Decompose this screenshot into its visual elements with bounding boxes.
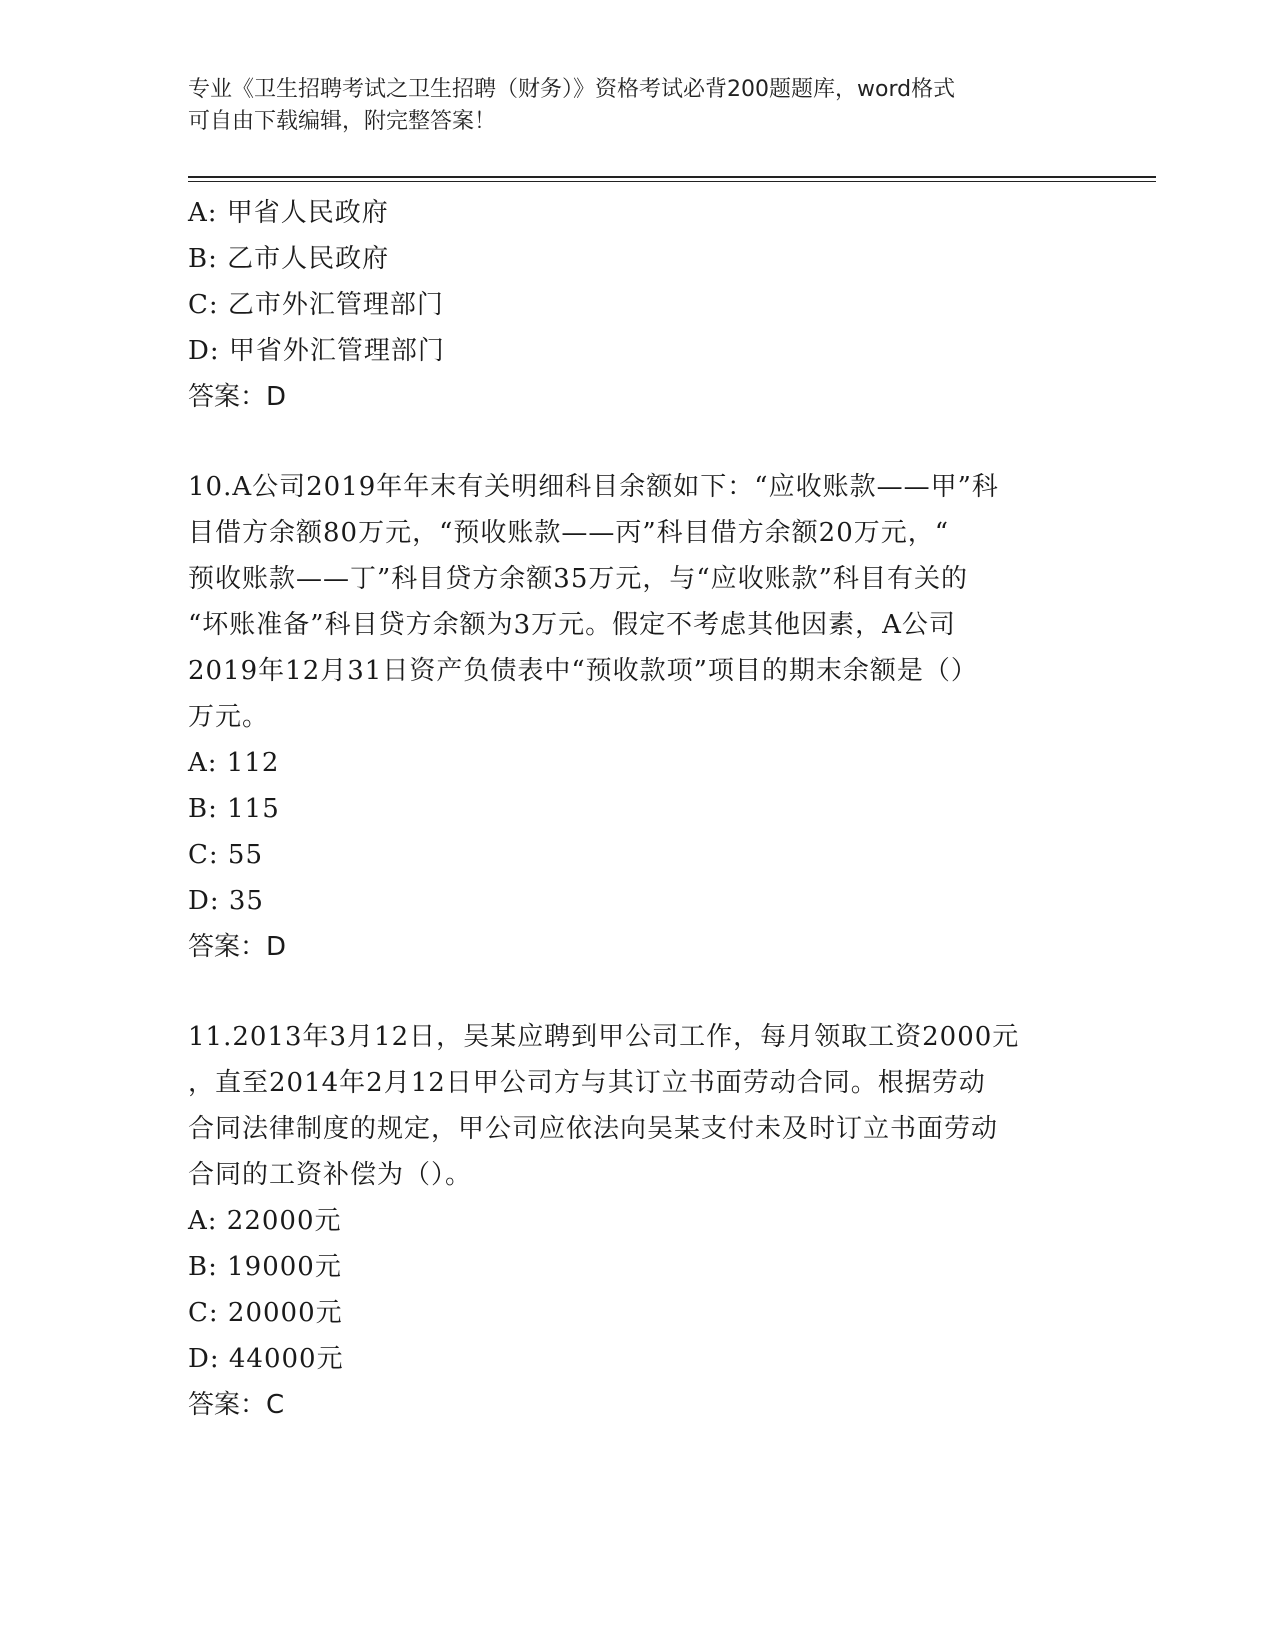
question-stem-line: 11.2013年3月12日，吴某应聘到甲公司工作，每月领取工资2000元	[188, 1022, 1020, 1052]
question-stem-line: “坏账准备”科目贷方余额为3万元。假定不考虑其他因素，A公司	[188, 610, 956, 640]
question-stem-line: 预收账款——丁”科目贷方余额35万元，与“应收账款”科目有关的	[188, 564, 968, 594]
header-divider-thick	[188, 176, 1156, 178]
question-stem-line: 合同法律制度的规定，甲公司应依法向吴某支付未及时订立书面劳动	[188, 1114, 999, 1144]
answer-label: 答案：C	[188, 1390, 285, 1420]
question-content	[188, 190, 1088, 1428]
option-a: A: 22000元	[188, 1206, 342, 1236]
document-header	[188, 74, 1068, 138]
option-b: B: 乙市人民政府	[188, 244, 390, 274]
option-c: C: 55	[188, 840, 264, 870]
question-stem-line: 目借方余额80万元，“预收账款——丙”科目借方余额20万元，“	[188, 518, 950, 548]
option-c: C: 20000元	[188, 1298, 343, 1328]
option-a: A: 甲省人民政府	[188, 198, 389, 228]
question-stem-line: ，直至2014年2月12日甲公司方与其订立书面劳动合同。根据劳动	[188, 1068, 986, 1098]
question-stem-line: 合同的工资补偿为（）。	[188, 1160, 473, 1190]
option-d: D: 35	[188, 886, 264, 916]
question-stem-line: 2019年12月31日资产负债表中“预收款项”项目的期末余额是（）	[188, 656, 978, 686]
question-stem-line: 万元。	[188, 702, 270, 732]
option-a: A: 112	[188, 748, 280, 778]
header-line-1: 专业《卫生招聘考试之卫生招聘（财务）》资格考试必背200题题库，word格式	[188, 77, 956, 102]
header-line-2: 可自由下载编辑，附完整答案！	[188, 109, 497, 134]
answer-label: 答案：D	[188, 382, 287, 412]
answer-label: 答案：D	[188, 932, 287, 962]
option-d: D: 甲省外汇管理部门	[188, 336, 445, 366]
question-11	[188, 1014, 1088, 1428]
question-10	[188, 464, 1088, 970]
option-b: B: 115	[188, 794, 280, 824]
option-b: B: 19000元	[188, 1252, 342, 1282]
header-divider-thin	[188, 181, 1156, 182]
question-9	[188, 190, 1088, 420]
option-d: D: 44000元	[188, 1344, 344, 1374]
option-c: C: 乙市外汇管理部门	[188, 290, 444, 320]
question-stem-line: 10.A公司2019年年末有关明细科目余额如下：“应收账款——甲”科	[188, 472, 999, 502]
